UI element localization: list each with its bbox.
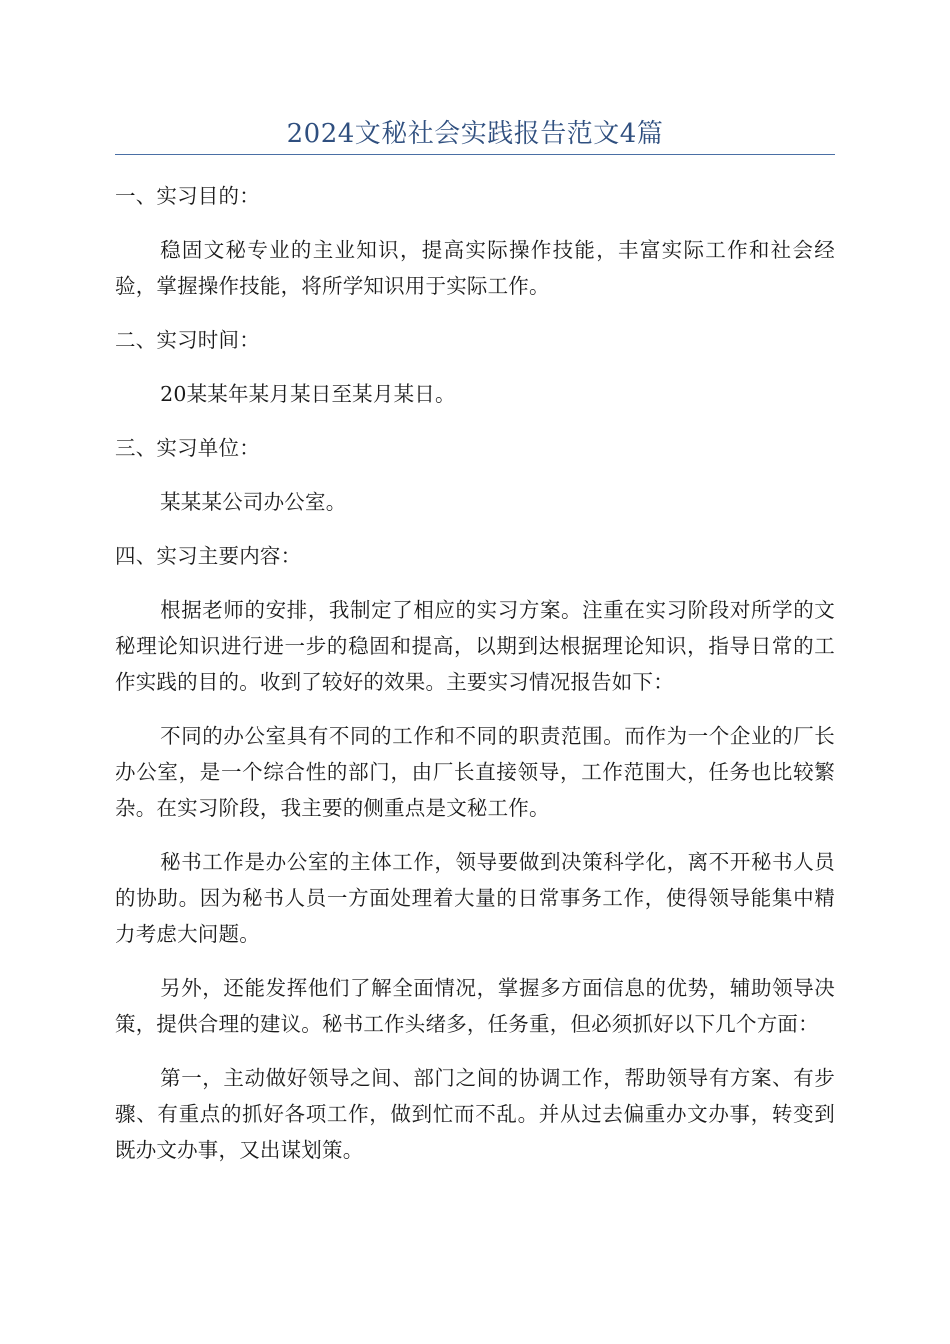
section-heading-unit: 三、实习单位： bbox=[115, 436, 260, 460]
title-underline bbox=[115, 154, 835, 155]
paragraph-content-3: 秘书工作是办公室的主体工作，领导要做到决策科学化，离不开秘书人员的协助。因为秘书人员一方面处理着大量的日常事务工作，使得领导能集中精力考虑大问题。 bbox=[115, 850, 835, 946]
paragraph-content-2: 不同的办公室具有不同的工作和不同的职责范围。而作为一个企业的厂长办公室，是一个综合性的部门，由厂长直接领导，工作范围大，任务也比较繁杂。在实习阶段，我主要的侧重点是文秘工作。 bbox=[115, 724, 835, 820]
paragraph-time: 20某某年某月某日至某月某日。 bbox=[160, 382, 456, 406]
paragraph-content-5: 第一，主动做好领导之间、部门之间的协调工作，帮助领导有方案、有步骤、有重点的抓好各项工作，做到忙而不乱。并从过去偏重办文办事，转变到既办文办事，又出谋划策。 bbox=[115, 1066, 835, 1162]
paragraph-content-4: 另外，还能发挥他们了解全面情况，掌握多方面信息的优势，辅助领导决策，提供合理的建议。秘书工作头绪多，任务重，但必须抓好以下几个方面： bbox=[115, 976, 835, 1036]
document-title: 2024文秘社会实践报告范文4篇 bbox=[286, 119, 664, 149]
section-heading-purpose: 一、实习目的： bbox=[115, 184, 260, 208]
section-heading-content: 四、实习主要内容： bbox=[115, 544, 302, 568]
paragraph-purpose: 稳固文秘专业的主业知识，提高实际操作技能，丰富实际工作和社会经验，掌握操作技能，将所学知识用于实际工作。 bbox=[115, 238, 835, 298]
paragraph-content-1: 根据老师的安排，我制定了相应的实习方案。注重在实习阶段对所学的文秘理论知识进行进一步的稳固和提高，以期到达根据理论知识，指导日常的工作实践的目的。收到了较好的效果。主要实习情况报告如下： bbox=[115, 598, 835, 694]
paragraph-unit: 某某某公司办公室。 bbox=[160, 490, 347, 514]
section-heading-time: 二、实习时间： bbox=[115, 328, 260, 352]
document-body bbox=[115, 178, 835, 1186]
